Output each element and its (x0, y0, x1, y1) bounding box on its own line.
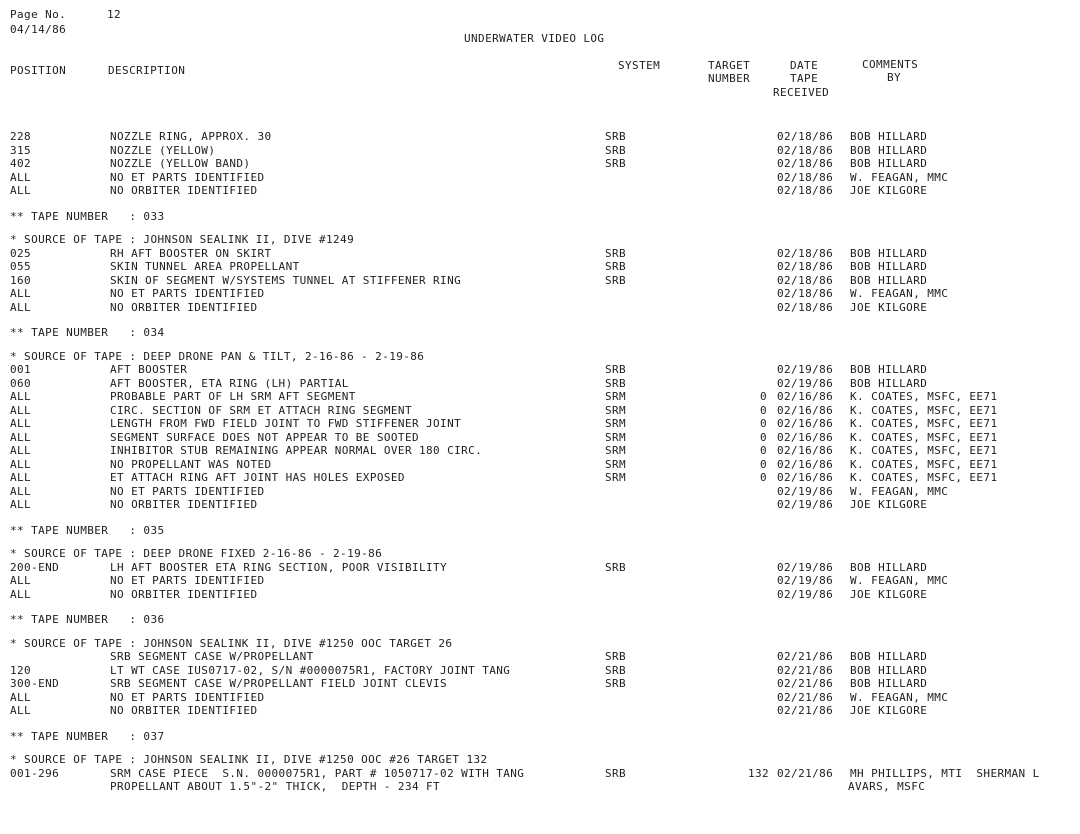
entry-position: 315 (10, 143, 32, 157)
entry-date-received: 02/16/86 (777, 430, 834, 444)
entry-comments-by: K. COATES, MSFC, EE71 (850, 471, 998, 484)
entry-date-received: 02/19/86 (777, 363, 834, 376)
entry-system: SRB (605, 260, 627, 273)
entry-system: SRM (605, 403, 627, 417)
entry-comments-by: BOB HILLARD (850, 376, 928, 390)
entry-position: 120 (10, 663, 32, 677)
entry-date-received: 02/18/86 (777, 287, 834, 300)
entry-description: NO PROPELLANT WAS NOTED (110, 457, 272, 471)
log-title: UNDERWATER VIDEO LOG (464, 32, 605, 45)
entry-system: SRM (605, 390, 627, 403)
entry-comments-by: BOB HILLARD (850, 143, 928, 157)
entry-comments-by: W. FEAGAN, MMC (850, 170, 949, 184)
entry-target-number: 0 (760, 444, 768, 457)
entry-comments-by: K. COATES, MSFC, EE71 (850, 430, 998, 444)
entry-comments-by: K. COATES, MSFC, EE71 (850, 444, 998, 457)
entry-comments-by: BOB HILLARD (850, 363, 928, 376)
entry-system: SRB (605, 143, 627, 157)
entry-comments-by: JOE KILGORE (850, 587, 928, 601)
tape-number-heading: ** TAPE NUMBER : 035 (10, 523, 165, 537)
entry-comments-by: W. FEAGAN, MMC (850, 484, 949, 498)
entry-position: ALL (10, 574, 32, 587)
entry-description: LH AFT BOOSTER ETA RING SECTION, POOR VISIBILITY (110, 560, 448, 574)
tape-source-heading: * SOURCE OF TAPE : JOHNSON SEALINK II, DIVE #1250 OOC TARGET 26 (10, 636, 453, 650)
entry-comments-by: JOE KILGORE (850, 300, 928, 314)
entry-comments-by: K. COATES, MSFC, EE71 (850, 417, 998, 430)
entry-position: 055 (10, 260, 32, 273)
tape-source-heading: * SOURCE OF TAPE : JOHNSON SEALINK II, DIVE #1250 OOC #26 TARGET 132 (10, 753, 488, 766)
entry-position: ALL (10, 484, 32, 498)
entry-system: SRB (605, 677, 627, 690)
entry-date-received: 02/21/86 (777, 663, 834, 677)
entry-description: NO ORBITER IDENTIFIED (110, 704, 258, 717)
entry-target-number: 0 (760, 390, 768, 403)
entry-date-received: 02/16/86 (777, 403, 834, 417)
entry-system: SRM (605, 417, 627, 430)
entry-position: ALL (10, 300, 32, 314)
entry-comments-by: W. FEAGAN, MMC (850, 690, 949, 704)
entry-system: SRM (605, 430, 627, 444)
entry-target-number: 0 (760, 417, 768, 430)
entry-description: NO ET PARTS IDENTIFIED (110, 484, 265, 498)
entry-comments-by: BOB HILLARD (850, 273, 928, 287)
entry-date-received: 02/18/86 (777, 184, 834, 197)
entry-comments-by: BOB HILLARD (850, 677, 928, 690)
entry-comments-by: JOE KILGORE (850, 704, 928, 717)
entry-comments-by: BOB HILLARD (850, 157, 928, 170)
entry-date-received: 02/16/86 (777, 457, 834, 471)
entry-position: ALL (10, 170, 32, 184)
entry-date-received: 02/16/86 (777, 390, 834, 403)
entry-date-received: 02/21/86 (777, 704, 834, 717)
column-header-system: SYSTEM (618, 59, 661, 72)
entry-comments-by: BOB HILLARD (850, 650, 928, 663)
entry-comments-by: K. COATES, MSFC, EE71 (850, 457, 998, 471)
entry-comments-by: W. FEAGAN, MMC (850, 287, 949, 300)
entry-comments-by: BOB HILLARD (850, 560, 928, 574)
entry-description: NO ORBITER IDENTIFIED (110, 300, 258, 314)
entry-description: AFT BOOSTER (110, 363, 188, 376)
tape-source-heading: * SOURCE OF TAPE : DEEP DRONE PAN & TILT, 2-16-86 - 2-19-86 (10, 349, 425, 363)
entry-date-received: 02/21/86 (777, 766, 834, 780)
tape-source-heading: * SOURCE OF TAPE : DEEP DRONE FIXED 2-16-86 - 2-19-86 (10, 547, 383, 560)
entry-date-received: 02/18/86 (777, 300, 834, 314)
entry-description: PROBABLE PART OF LH SRM AFT SEGMENT (110, 390, 356, 403)
entry-date-received: 02/19/86 (777, 484, 834, 498)
entry-system: SRB (605, 560, 627, 574)
entry-description: SRM CASE PIECE S.N. 0000075R1, PART # 1050717-02 WITH TANG (110, 766, 525, 780)
entry-position: 060 (10, 376, 32, 390)
entry-system: SRB (605, 130, 627, 143)
entry-comments-by: BOB HILLARD (850, 246, 928, 260)
entry-position: ALL (10, 498, 32, 511)
entry-description: NOZZLE (YELLOW BAND) (110, 157, 251, 170)
entry-position: ALL (10, 704, 32, 717)
entry-date-received: 02/18/86 (777, 246, 834, 260)
entry-description: SKIN OF SEGMENT W/SYSTEMS TUNNEL AT STIFFENER RING (110, 273, 462, 287)
entry-description: CIRC. SECTION OF SRM ET ATTACH RING SEGMENT (110, 403, 412, 417)
entry-description: NOZZLE (YELLOW) (110, 143, 216, 157)
entry-comments-by: BOB HILLARD (850, 260, 928, 273)
entry-description: INHIBITOR STUB REMAINING APPEAR NORMAL OVER 180 CIRC. (110, 444, 483, 457)
entry-position: ALL (10, 403, 32, 417)
entry-position: ALL (10, 457, 32, 471)
column-header-date-line2: TAPE (790, 72, 819, 85)
entry-comments-by: K. COATES, MSFC, EE71 (850, 403, 998, 417)
entry-target-number: 132 (748, 766, 770, 780)
entry-system: SRM (605, 457, 627, 471)
entry-position: 025 (10, 246, 32, 260)
entry-position: ALL (10, 471, 32, 484)
entry-position: ALL (10, 390, 32, 403)
entry-position: ALL (10, 417, 32, 430)
entry-system: SRB (605, 650, 627, 663)
entry-description: SEGMENT SURFACE DOES NOT APPEAR TO BE SOOTED (110, 430, 419, 444)
entry-position: ALL (10, 444, 32, 457)
entry-description: NO ET PARTS IDENTIFIED (110, 690, 265, 704)
page-date: 04/14/86 (10, 23, 67, 36)
entry-description: SRB SEGMENT CASE W/PROPELLANT FIELD JOINT CLEVIS (110, 677, 448, 690)
entry-description: NOZZLE RING, APPROX. 30 (110, 130, 272, 143)
entry-comments-by: BOB HILLARD (850, 663, 928, 677)
entry-description: NO ORBITER IDENTIFIED (110, 587, 258, 601)
entry-system: SRB (605, 157, 627, 170)
entry-position: 160 (10, 273, 32, 287)
entry-date-received: 02/16/86 (777, 471, 834, 484)
entry-comments-by: K. COATES, MSFC, EE71 (850, 390, 998, 403)
entry-comments-by: MH PHILLIPS, MTI SHERMAN L (850, 766, 1040, 780)
entry-system: SRB (605, 246, 627, 260)
entry-position: 228 (10, 130, 32, 143)
entry-description: NO ORBITER IDENTIFIED (110, 498, 258, 511)
entry-description: SRB SEGMENT CASE W/PROPELLANT (110, 650, 314, 663)
column-header-comments-line1: COMMENTS (862, 58, 919, 71)
entry-system: SRM (605, 471, 627, 484)
entry-comments-by: W. FEAGAN, MMC (850, 574, 949, 587)
entry-date-received: 02/21/86 (777, 650, 834, 663)
entry-position: 402 (10, 157, 32, 170)
entry-date-received: 02/18/86 (777, 157, 834, 170)
column-header-comments-line2: BY (887, 71, 902, 84)
column-header-target-line2: NUMBER (708, 72, 751, 85)
column-header-description: DESCRIPTION (108, 64, 186, 77)
entry-comments-by: BOB HILLARD (850, 130, 928, 143)
entry-target-number: 0 (760, 430, 768, 444)
entry-date-received: 02/19/86 (777, 376, 834, 390)
entry-position: 200-END (10, 560, 60, 574)
entry-description: AFT BOOSTER, ETA RING (LH) PARTIAL (110, 376, 349, 390)
column-header-date-line3: RECEIVED (773, 86, 830, 99)
entry-description: SKIN TUNNEL AREA PROPELLANT (110, 260, 300, 273)
entry-target-number: 0 (760, 471, 768, 484)
entry-description: NO ET PARTS IDENTIFIED (110, 574, 265, 587)
tape-number-heading: ** TAPE NUMBER : 036 (10, 613, 165, 626)
entry-system: SRB (605, 273, 627, 287)
entry-date-received: 02/16/86 (777, 417, 834, 430)
entry-date-received: 02/18/86 (777, 143, 834, 157)
entry-position: 300-END (10, 677, 60, 690)
entry-comments-by: JOE KILGORE (850, 498, 928, 511)
tape-number-heading: ** TAPE NUMBER : 033 (10, 209, 165, 223)
entry-target-number: 0 (760, 457, 768, 471)
entry-description: LT WT CASE IUS0717-02, S/N #0000075R1, FACTORY JOINT TANG (110, 663, 511, 677)
entry-position: 001-296 (10, 766, 60, 780)
entry-description: ET ATTACH RING AFT JOINT HAS HOLES EXPOSED (110, 471, 405, 484)
entry-date-received: 02/19/86 (777, 498, 834, 511)
entry-date-received: 02/19/86 (777, 587, 834, 601)
column-header-position: POSITION (10, 64, 67, 77)
entry-comments-by-continued: AVARS, MSFC (848, 780, 926, 793)
entry-description: RH AFT BOOSTER ON SKIRT (110, 246, 272, 260)
entry-date-received: 02/19/86 (777, 574, 834, 587)
entry-date-received: 02/18/86 (777, 273, 834, 287)
entry-system: SRB (605, 363, 627, 376)
entry-position: ALL (10, 587, 32, 601)
entry-date-received: 02/16/86 (777, 444, 834, 457)
entry-target-number: 0 (760, 403, 768, 417)
entry-date-received: 02/19/86 (777, 560, 834, 574)
tape-source-heading: * SOURCE OF TAPE : JOHNSON SEALINK II, DIVE #1249 (10, 233, 355, 246)
entry-position: ALL (10, 287, 32, 300)
column-header-date-line1: DATE (790, 59, 819, 72)
entry-system: SRB (605, 376, 627, 390)
entry-description: NO ORBITER IDENTIFIED (110, 184, 258, 197)
page-number-value: 12 (107, 8, 122, 21)
entry-description: NO ET PARTS IDENTIFIED (110, 287, 265, 300)
entry-date-received: 02/18/86 (777, 170, 834, 184)
entry-system: SRM (605, 444, 627, 457)
entry-date-received: 02/18/86 (777, 130, 834, 143)
column-header-target-line1: TARGET (708, 59, 751, 72)
entry-position: ALL (10, 430, 32, 444)
entry-description: LENGTH FROM FWD FIELD JOINT TO FWD STIFFENER JOINT (110, 417, 462, 430)
entry-system: SRB (605, 766, 627, 780)
entry-position: 001 (10, 363, 32, 376)
page-number-label: Page No. (10, 8, 67, 21)
entry-position: ALL (10, 690, 32, 704)
tape-number-heading: ** TAPE NUMBER : 037 (10, 729, 165, 743)
entry-comments-by: JOE KILGORE (850, 184, 928, 197)
entry-position: ALL (10, 184, 32, 197)
entry-description-continued: PROPELLANT ABOUT 1.5"-2" THICK, DEPTH - 234 FT (110, 780, 441, 793)
entry-system: SRB (605, 663, 627, 677)
entry-date-received: 02/21/86 (777, 677, 834, 690)
entry-date-received: 02/21/86 (777, 690, 834, 704)
tape-number-heading: ** TAPE NUMBER : 034 (10, 326, 165, 339)
entry-date-received: 02/18/86 (777, 260, 834, 273)
entry-description: NO ET PARTS IDENTIFIED (110, 170, 265, 184)
